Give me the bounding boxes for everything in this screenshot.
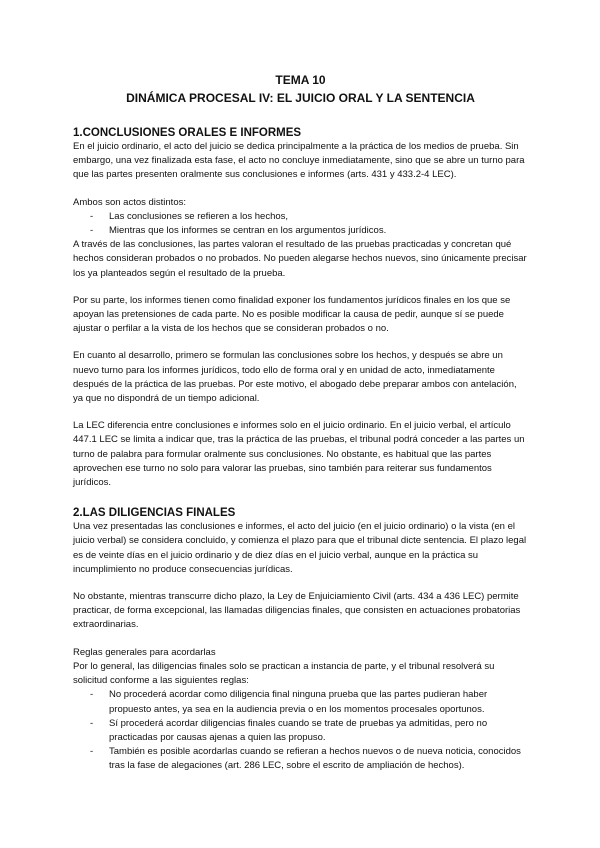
document-subtitle: DINÁMICA PROCESAL IV: EL JUICIO ORAL Y LA SENTENCIA [126,91,475,105]
document-title: TEMA 10 [275,73,326,87]
paragraph: Por lo general, las diligencias finales solo se practican a instancia de parte, y el tribunal resolverá su solicitud conforme a las siguientes reglas: [73,660,495,687]
list-item: - Las conclusiones se refieren a los hechos, [73,210,528,224]
section-heading: 1.CONCLUSIONES ORALES E INFORMES [73,127,302,139]
list-item: - Mientras que los informes se centran en los argumentos jurídicos. [73,224,528,238]
list-item: - No procederá acordar como diligencia final ninguna prueba que las partes pudieran haber propuesto antes, ya sea en la audiencia previa o en los momentos procesales oportunos. [73,688,528,716]
bullet-list [73,210,528,238]
list-item: - También es posible acordarlas cuando se refieran a hechos nuevos o de nueva noticia, conocidos tras la fase de alegaciones (art. 286 LEC, sobre el escrito de ampliación de hechos). [73,745,528,773]
section-heading: 2.LAS DILIGENCIAS FINALES [73,507,236,520]
paragraph: En cuanto al desarrollo, primero se formulan las conclusiones sobre los hechos, y después se abre un nuevo turno para los informes jurídicos, todo ello de forma oral y en unidad de acto, inmediatamente después de la práctica de las pruebas. Por este motivo, el abogado debe preparar ambos con antelación, ya que no dispondrá de un tiempo adicional. [73,350,517,405]
list-item: - Sí procederá acordar diligencias finales cuando se trate de pruebas ya admitidas, pero no practicadas por causas ajenas a quien las propuso. [73,717,528,745]
document-title-block [73,72,528,106]
paragraph: Una vez presentadas las conclusiones e informes, el acto del juicio (en el juicio ordinario) o la vista (en el juicio verbal) se considera concluido, y comienza el plazo para que el tribunal dicte sentencia. El plazo legal es de veinte días en el juicio ordinario y de diez días en el juicio verbal, aunque en la práctica su incumplimiento no produce consecuencias jurídicas. [73,521,527,575]
section-conclusiones [73,126,528,490]
paragraph: A través de las conclusiones, las partes valoran el resultado de las pruebas practicadas y concretan qué hechos consideran probados o no probados. No pueden alegarse hechos nuevos, sino únicamente precisar los ya planteados según el resultado de la prueba. [73,239,527,279]
subsection-heading: Reglas generales para acordarlas [73,646,216,658]
paragraph: En el juicio ordinario, el acto del juicio se dedica principalmente a la práctica de los medios de prueba. Sin embargo, una vez finalizada esta fase, el acto no concluye inmediatamente, sino que se abre un turno para que las partes presenten oralmente sus conclusiones e informes (arts. 431 y 433.2-4 LEC). [73,141,525,181]
paragraph: Ambos son actos distintos: [73,196,186,208]
bullet-list [73,688,528,773]
paragraph: No obstante, mientras transcurre dicho plazo, la Ley de Enjuiciamiento Civil (arts. 434 a 436 LEC) permite practicar, de forma excepcional, las llamadas diligencias finales, que consisten en actuaciones probatorias extraordinarias. [73,591,521,631]
paragraph: Por su parte, los informes tienen como finalidad exponer los fundamentos jurídicos finales en los que se apoyan las pretensiones de cada parte. No es posible modificar la causa de pedir, aunque sí se puede ajustar o perfilar a la vista de los hechos que se consideran probados o no. [73,294,511,335]
paragraph: La LEC diferencia entre conclusiones e informes solo en el juicio ordinario. En el juicio verbal, el artículo 447.1 LEC se limita a indicar que, tras la práctica de las pruebas, el tribunal podrá conceder a las partes un turno de palabra para formular oralmente sus conclusiones. No obstante, es habitual que las partes aprovechen ese turno no solo para valorar las pruebas, sino también para reiterar sus fundamentos jurídicos. [73,420,525,489]
section-diligencias [73,506,528,773]
